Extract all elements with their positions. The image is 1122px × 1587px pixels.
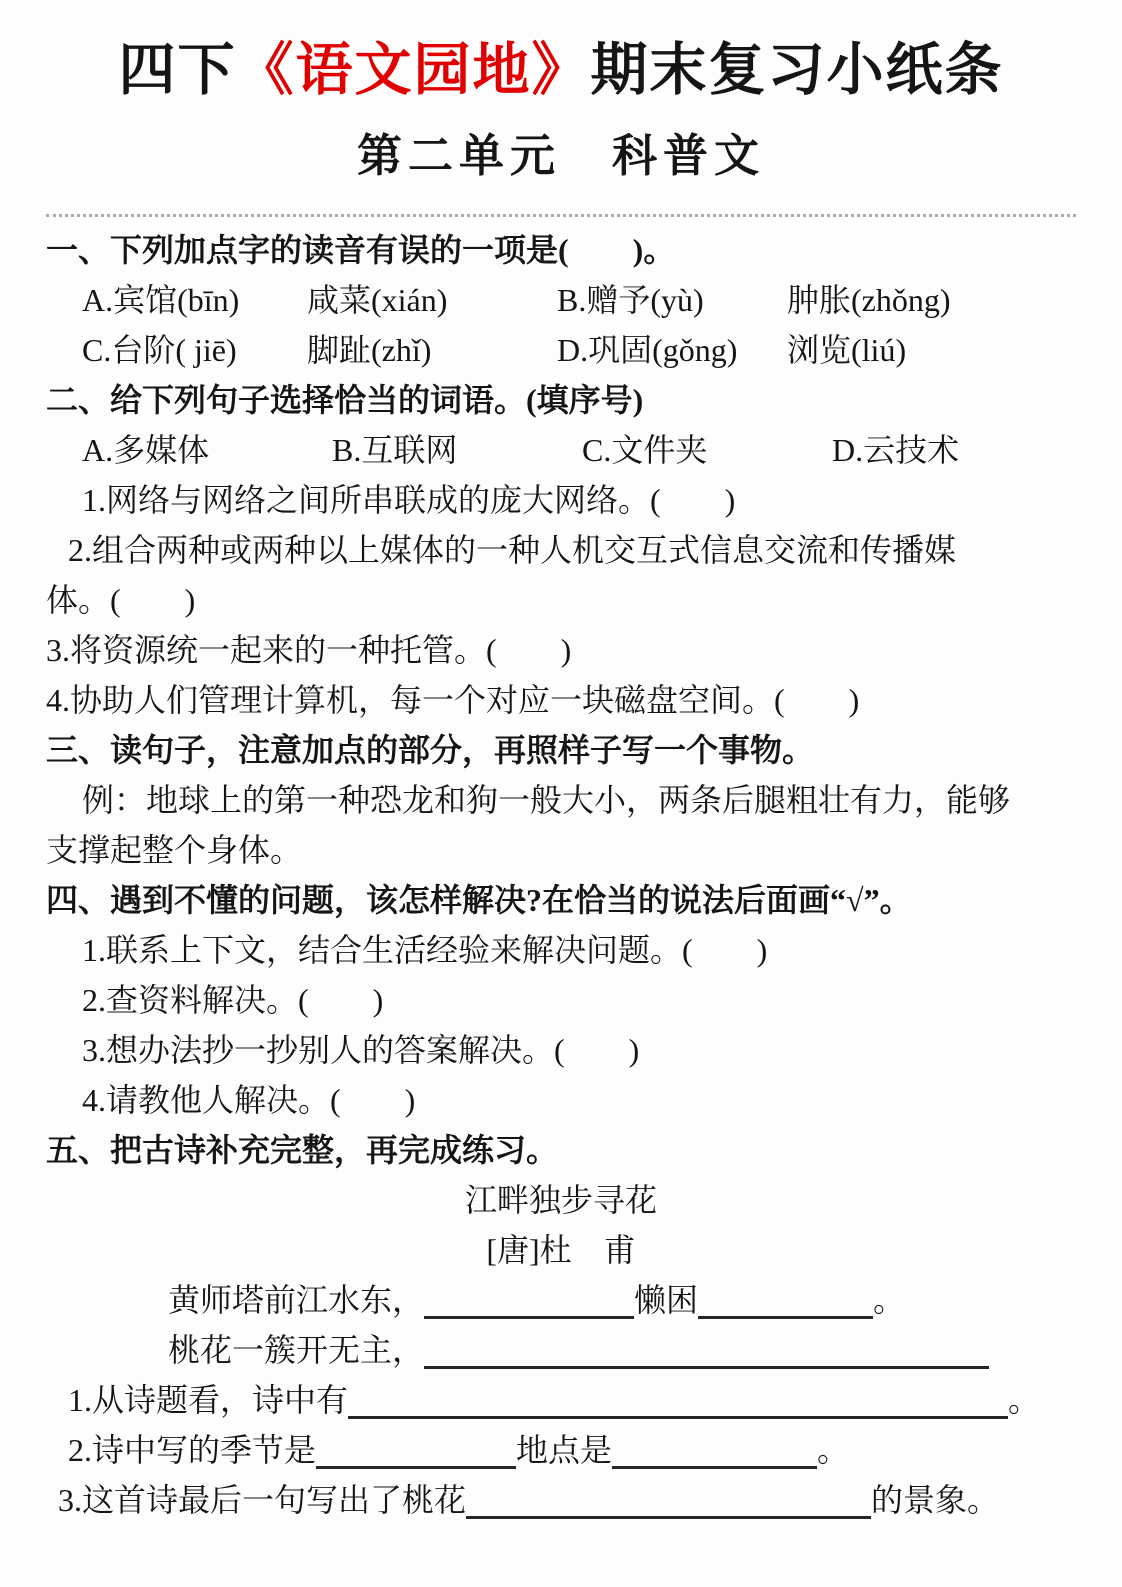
q1-option-b: B.赠予(yù)	[557, 281, 704, 318]
answer-blank	[698, 1282, 873, 1319]
poem-line-1-mid: 懒困	[634, 1281, 699, 1318]
q1-options-row-2	[46, 325, 1076, 375]
q2-item-2-line-1: 2.组合两种或两种以上媒体的一种人机交互式信息交流和传播媒	[68, 531, 957, 568]
poem-line-2	[46, 1325, 1076, 1375]
poem-line-1-text: 黄师塔前江水东，	[168, 1281, 425, 1318]
q1-option-b2: 肿胀(zhǒng)	[787, 281, 951, 318]
q5-item-3-text: 3.这首诗最后一句写出了桃花	[58, 1481, 467, 1518]
q1-option-d: D.巩固(gǒng)	[557, 331, 738, 368]
poem-line-2-text: 桃花一簇开无主，	[168, 1331, 425, 1368]
q2-option-d: D.云技术	[832, 431, 960, 468]
q5-item-2-text: 2.诗中写的季节是	[68, 1431, 317, 1468]
q4-item-4: 4.请教他人解决。( )	[82, 1081, 416, 1118]
section-5-heading: 五、把古诗补充完整，再完成练习。	[46, 1131, 559, 1168]
poem-line-1-period: 。	[873, 1281, 906, 1318]
poem-title: 江畔独步寻花	[464, 1181, 657, 1218]
section-3-heading: 三、读句子，注意加点的部分，再照样子写一个事物。	[46, 731, 815, 768]
q1-options-row-1	[46, 275, 1076, 325]
answer-blank	[424, 1282, 634, 1319]
q5-item-3-suffix: 的景象。	[871, 1481, 1000, 1518]
q4-item-1: 1.联系上下文，结合生活经验来解决问题。( )	[82, 931, 768, 968]
q2-option-b: B.互联网	[332, 431, 458, 468]
q3-example-line-2: 支撑起整个身体。	[46, 831, 303, 868]
section-4-heading: 四、遇到不懂的问题，该怎样解决?在恰当的说法后面画“√”。	[46, 881, 912, 918]
q5-item-2-mid: 地点是	[516, 1431, 613, 1468]
unit-subtitle: 第二单元 科普文	[356, 130, 765, 181]
q5-item-1	[46, 1375, 1076, 1425]
title-highlight: 《语文园地》	[236, 39, 591, 102]
q2-item-2-line-2: 体。( )	[46, 581, 196, 618]
q1-option-a2: 咸菜(xián)	[307, 281, 448, 318]
q2-option-c: C.文件夹	[582, 431, 708, 468]
q2-item-1: 1.网络与网络之间所串联成的庞大网络。( )	[82, 481, 736, 518]
worksheet-body	[46, 225, 1076, 1525]
q1-option-c2: 脚趾(zhǐ)	[307, 331, 432, 368]
section-1-heading: 一、下列加点字的读音有误的一项是( )。	[46, 231, 676, 268]
answer-blank	[612, 1432, 817, 1469]
title-prefix: 四下	[118, 39, 237, 102]
answer-blank	[466, 1482, 871, 1519]
answer-blank	[348, 1382, 1008, 1419]
q2-item-4: 4.协助人们管理计算机，每一个对应一块磁盘空间。( )	[46, 681, 860, 718]
q5-item-2	[46, 1425, 1076, 1475]
q1-option-a: A.宾馆(bīn)	[82, 281, 240, 318]
q4-item-3: 3.想办法抄一抄别人的答案解决。( )	[82, 1031, 640, 1068]
q5-item-2-period: 。	[817, 1431, 850, 1468]
title-suffix: 期末复习小纸条	[590, 39, 1004, 102]
poem-author: [唐]杜 甫	[486, 1231, 636, 1268]
q5-item-1-period: 。	[1008, 1381, 1041, 1418]
q5-item-3	[46, 1475, 1076, 1525]
q1-option-c: C.台阶( jiē)	[82, 331, 237, 368]
page-title	[46, 40, 1076, 103]
q4-item-2: 2.查资料解决。( )	[82, 981, 384, 1018]
answer-blank	[316, 1432, 516, 1469]
poem-line-1	[46, 1275, 1076, 1325]
answer-blank	[424, 1332, 989, 1369]
q3-example-line-1: 例：地球上的第一种恐龙和狗一般大小，两条后腿粗壮有力，能够	[82, 781, 1011, 818]
q2-options-row	[46, 425, 1076, 475]
q5-item-1-text: 1.从诗题看，诗中有	[68, 1381, 349, 1418]
section-2-heading: 二、给下列句子选择恰当的词语。(填序号)	[46, 381, 644, 418]
q2-item-3: 3.将资源统一起来的一种托管。( )	[46, 631, 572, 668]
dotted-divider	[46, 214, 1076, 217]
q2-option-a: A.多媒体	[82, 431, 210, 468]
q1-option-d2: 浏览(liú)	[787, 331, 907, 368]
